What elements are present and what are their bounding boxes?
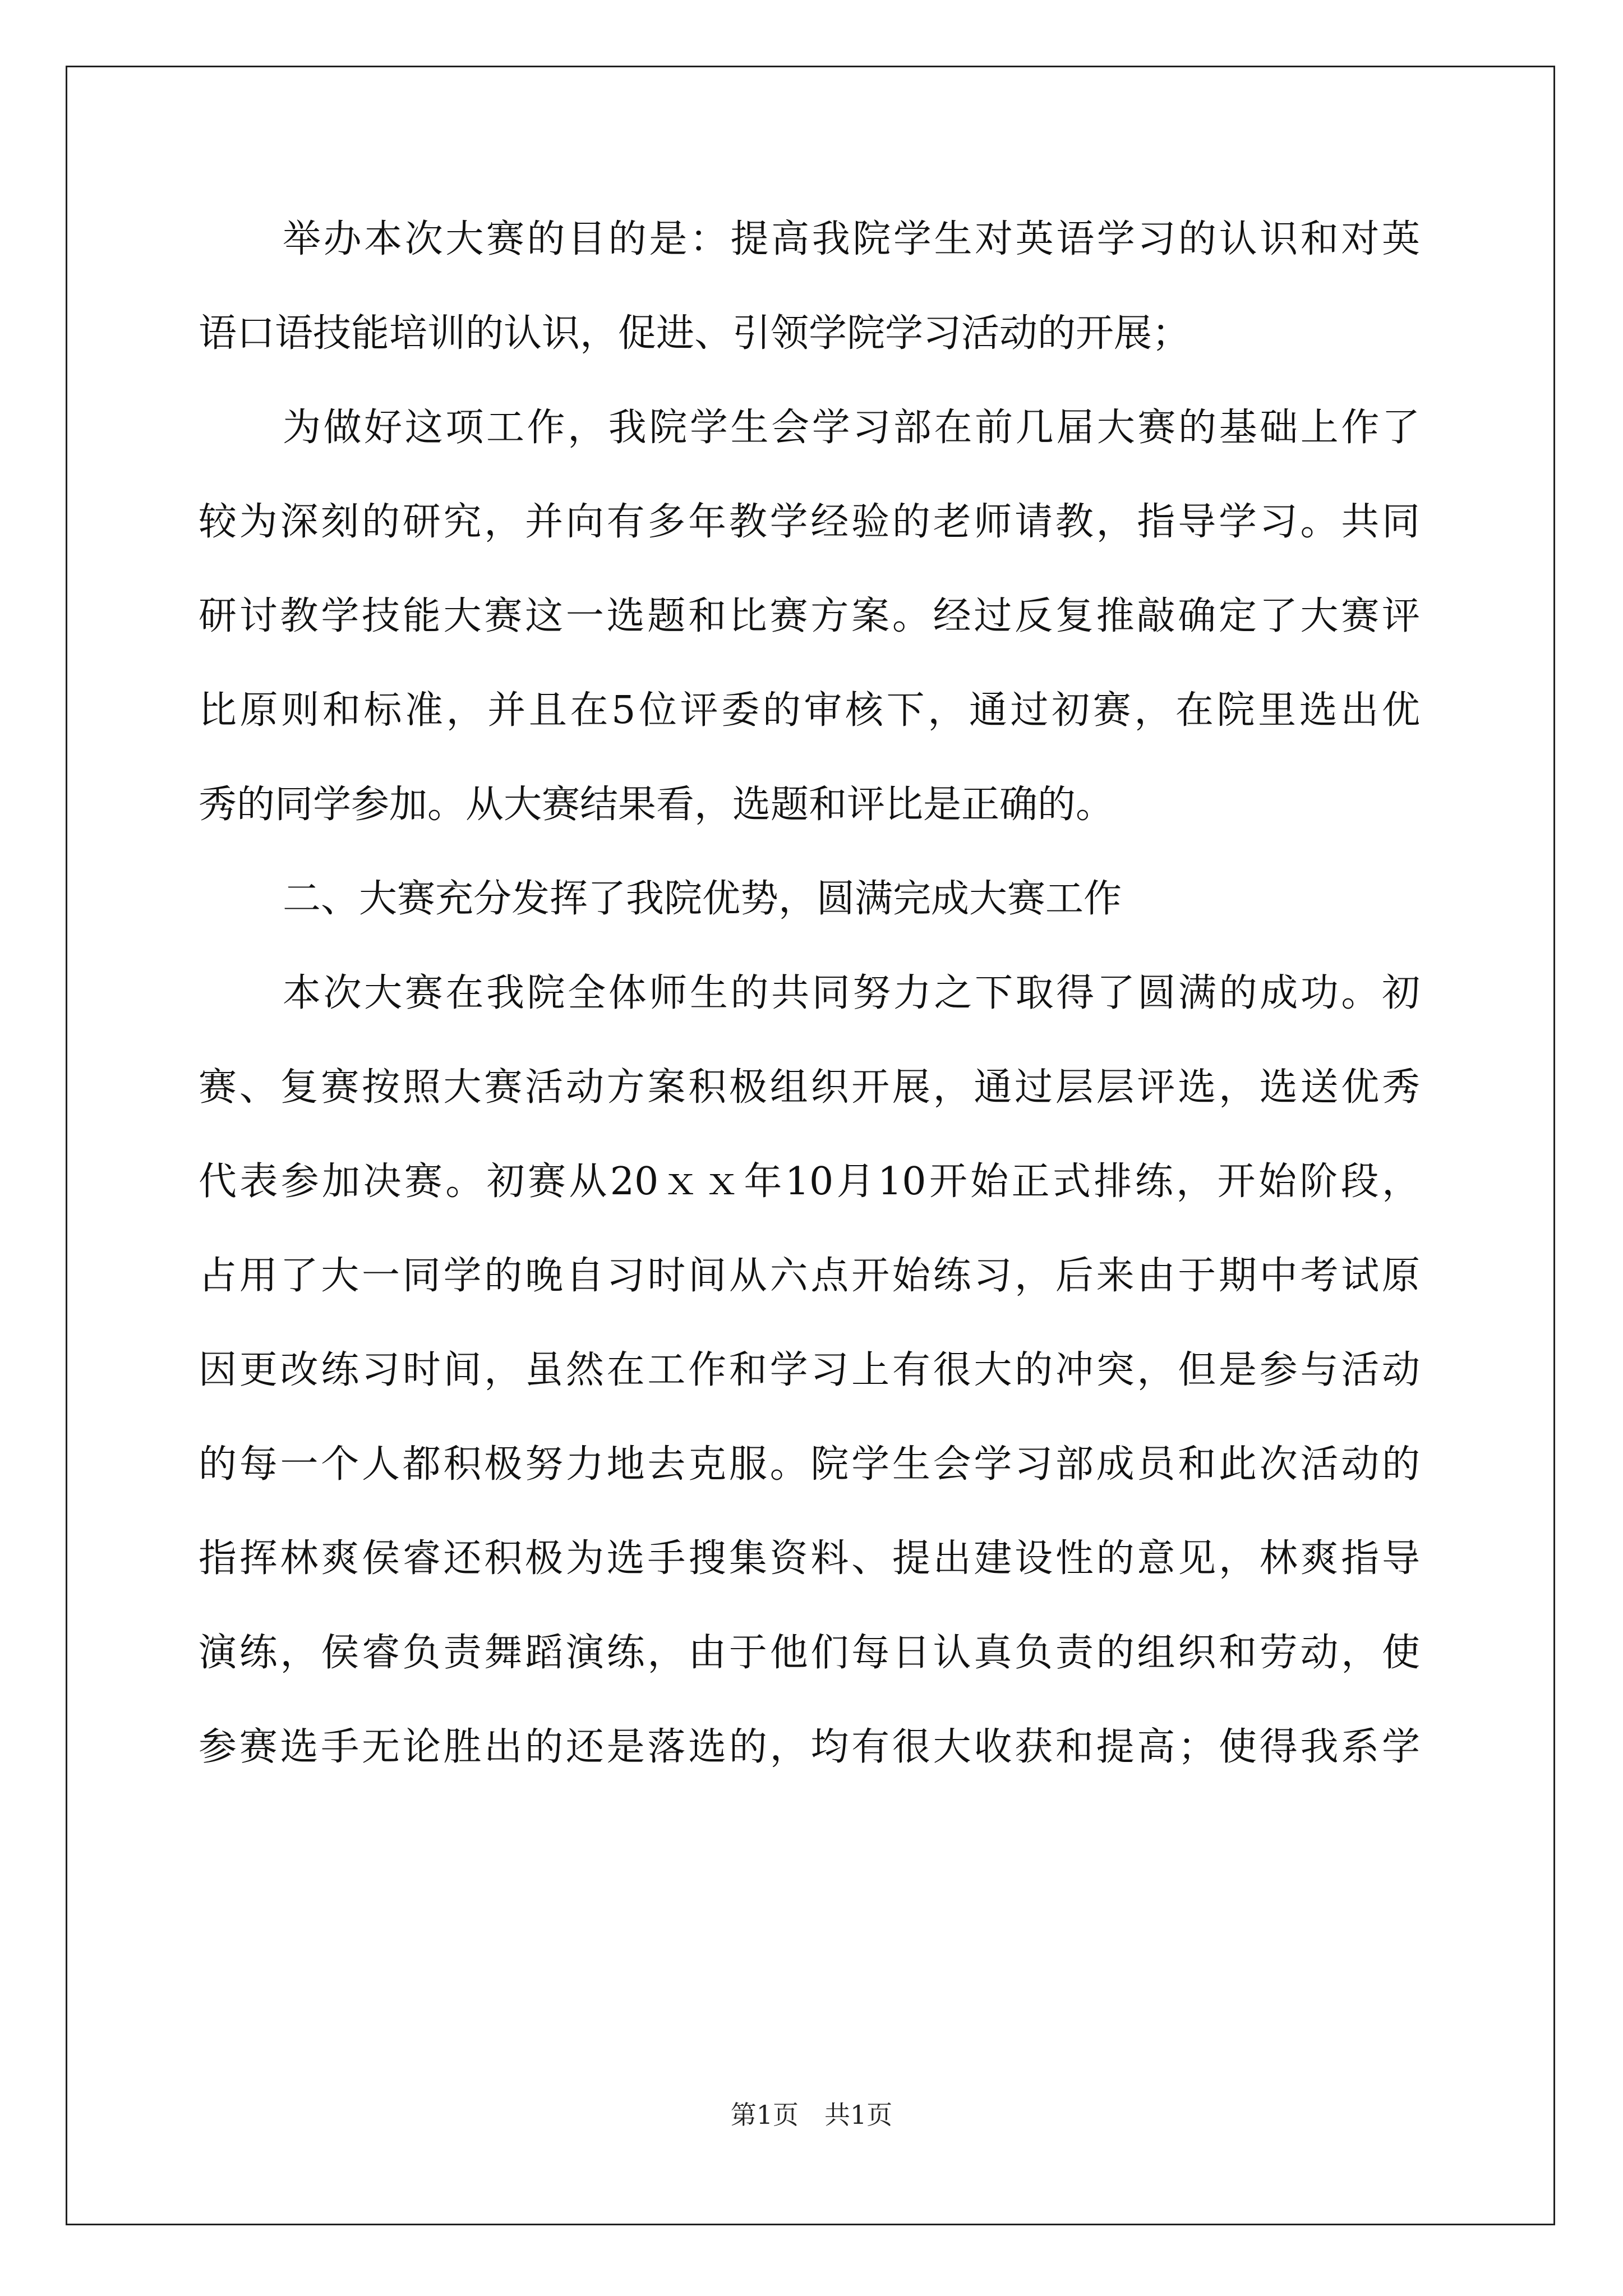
paragraph-2-line-1: 为做好这项工作，我院学生会学习部在前几届大赛的基础上作了 — [283, 406, 1420, 450]
paragraph-3-line-6: 的每一个人都积极努力地去克服。院学生会学习部成员和此次活动的 — [199, 1442, 1420, 1487]
paragraph-1-line-2: 语口语技能培训的认识，促进、引领学院学习活动的开展； — [199, 311, 1191, 356]
paragraph-3-line-5: 因更改练习时间，虽然在工作和学习上有很大的冲突，但是参与活动 — [199, 1348, 1420, 1392]
paragraph-2-line-2: 较为深刻的研究，并向有多年教学经验的老师请教，指导学习。共同 — [199, 500, 1420, 544]
paragraph-2-line-4: 比原则和标准，并且在5位评委的审核下，通过初赛，在院里选出优 — [199, 688, 1420, 733]
page-border — [66, 66, 1555, 2225]
paragraph-3-line-7: 指挥林爽侯睿还积极为选手搜集资料、提出建设性的意见，林爽指导 — [199, 1536, 1420, 1581]
paragraph-2-line-5: 秀的同学参加。从大赛结果看，选题和评比是正确的。 — [199, 783, 1114, 827]
paragraph-3-line-4: 占用了大一同学的晚自习时间从六点开始练习，后来由于期中考试原 — [199, 1254, 1420, 1298]
paragraph-3-line-9: 参赛选手无论胜出的还是落选的，均有很大收获和提高；使得我系学 — [199, 1725, 1420, 1769]
page-number-footer: 第1页 共1页 — [730, 2100, 893, 2130]
paragraph-3-line-2: 赛、复赛按照大赛活动方案积极组织开展，通过层层评选，选送优秀 — [199, 1065, 1420, 1110]
paragraph-3-line-8: 演练，侯睿负责舞蹈演练，由于他们每日认真负责的组织和劳动，使 — [199, 1631, 1420, 1675]
paragraph-3-line-1: 本次大赛在我院全体师生的共同努力之下取得了圆满的成功。初 — [283, 971, 1420, 1015]
paragraph-3-line-3: 代表参加决赛。初赛从20ｘｘ年10月10开始正式排练，开始阶段， — [199, 1159, 1420, 1204]
paragraph-2-line-3: 研讨教学技能大赛这一选题和比赛方案。经过反复推敲确定了大赛评 — [199, 594, 1420, 638]
paragraph-1-line-1: 举办本次大赛的目的是：提高我院学生对英语学习的认识和对英 — [283, 217, 1420, 261]
section-heading: 二、大赛充分发挥了我院优势，圆满完成大赛工作 — [283, 877, 1122, 921]
